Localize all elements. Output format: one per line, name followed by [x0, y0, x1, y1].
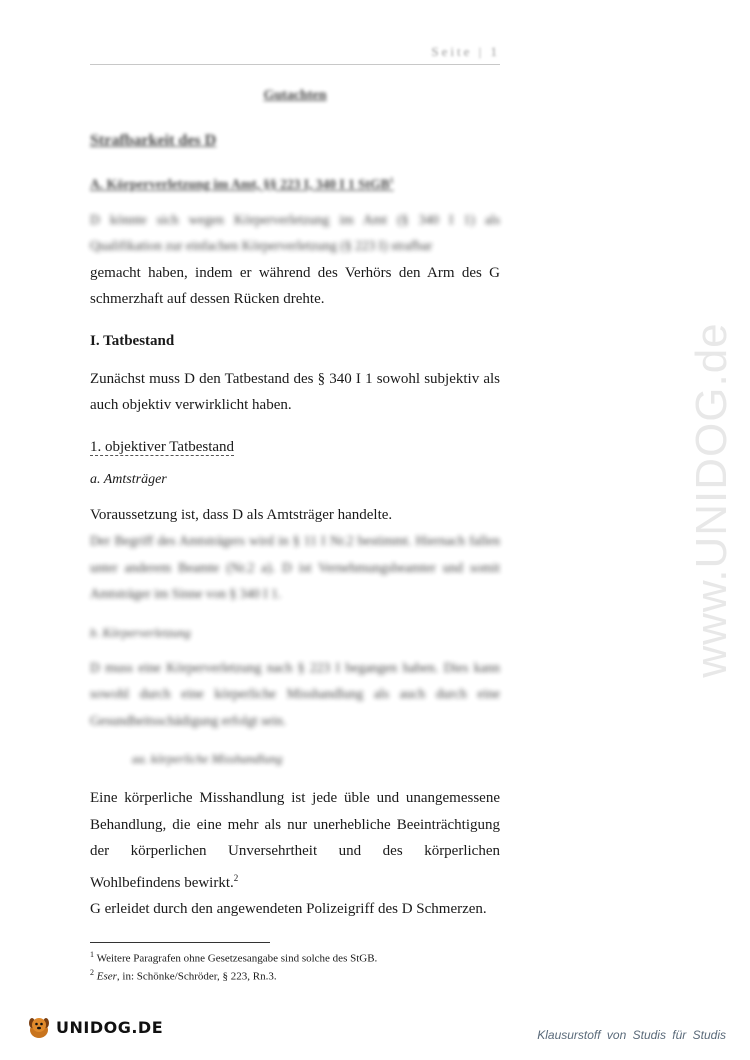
heading-tatbestand: I. Tatbestand: [90, 332, 175, 349]
heading-amtstraeger: a. Amtsträger: [90, 471, 167, 487]
intro-paragraph: [90, 207, 500, 313]
paragraph-koerperverletzung-blurred: D muss eine Körperverletzung nach § 223 I begangen haben. Dies kann sowohl durch eine körperliche Misshandlung als auch durch eine Gesundheitsschädigung erfolgt sein.: [90, 659, 500, 728]
paragraph-amtstraeger-blurred: Der Begriff des Amtsträgers wird in § 11 I Nr.2 bestimmt. Hiernach fallen unter anderem Beamte (Nr.2 a). D ist Vernehmungsbeamter und somit Amtsträger im Sinne von § 340 I 1.: [90, 533, 500, 601]
page-number: Seite | 1: [431, 44, 500, 59]
footnote-separator: [90, 942, 270, 943]
heading-misshandlung: aa. körperliche Misshandlung: [132, 752, 283, 766]
heading-objektiver-tatbestand: 1. objektiver Tatbestand: [90, 438, 235, 455]
document-body: [90, 88, 500, 923]
tagline: Klausurstoff von Studis für Studis: [537, 1028, 726, 1042]
paragraph-amtstraeger-visible: Voraussetzung ist, dass D als Amtsträger handelte.: [90, 506, 393, 523]
footnote-1: $^1$ Weitere Paragrafen ohne Gesetzesangabe sind solche des StGB.: [90, 950, 378, 965]
intro-visible-text: gemacht haben, indem er während des Verhörs den Arm des G schmerzhaft auf dessen Rücken drehte.: [90, 264, 500, 307]
dog-mascot-icon: [26, 1014, 52, 1040]
paragraph-tatbestand: Zunächst muss D den Tatbestand des § 340 I 1 sowohl subjektiv als auch objektiv verwirklicht haben.: [90, 370, 500, 413]
paragraph-misshandlung: Eine körperliche Misshandlung ist jede üble und unangemessene Behandlung, die eine mehr als nur unerhebliche Beeinträchtigung der körperlichen Unversehrtheit und des körperlichen Wohlbefindens bewirkt.$^2$: [90, 790, 500, 891]
section-a-heading: A. Körperverletzung im Amt, §§ 223 I, 340 I 1 StGB$^1$: [90, 176, 394, 192]
page-header: [90, 44, 500, 65]
logo-text: UNIDOG.DE: [56, 1017, 164, 1037]
heading-koerperverletzung: b. Körperverletzung: [90, 625, 191, 640]
footnotes: [90, 948, 500, 983]
main-heading: Strafbarkeit des D: [90, 132, 217, 149]
paragraph-schmerzen: G erleidet durch den angewendeten Polizeigriff des D Schmerzen.: [90, 901, 487, 917]
footnote-2: $^2$ Eser, in: Schönke/Schröder, § 223, Rn.3.: [90, 967, 277, 983]
watermark: www.UNIDOG.de: [687, 322, 736, 678]
intro-blurred-text: D könnte sich wegen Körperverletzung im Amt (§ 340 I 1) als Qualifikation zur einfachen Körperverletzung (§ 223 I) strafbar: [90, 211, 500, 253]
unidog-logo[interactable]: [26, 1014, 163, 1040]
document-title: Gutachten: [263, 88, 327, 103]
